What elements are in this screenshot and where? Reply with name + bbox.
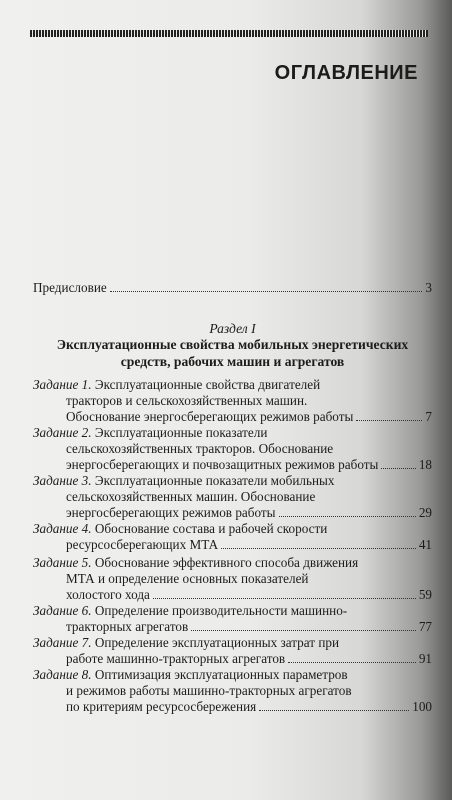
toc-entry-line [66, 504, 432, 521]
task-text: Обоснование энергосберегающих режимов работы [66, 409, 354, 424]
section-heading-line2: средств, рабочих машин и агрегатов [120, 354, 345, 369]
task-text: тракторных агрегатов [66, 619, 189, 634]
task-label: Задание 3. [33, 473, 92, 488]
toc-entry-task2 [33, 424, 432, 441]
task-text: энергосберегающих режимов работы [66, 505, 276, 520]
toc-entry-line [66, 536, 432, 553]
task-text: Обоснование состава и рабочей скорости [94, 521, 328, 536]
toc-entry-label: Предисловие [33, 280, 107, 295]
dot-leader [191, 630, 416, 631]
toc-entry-task5 [33, 554, 432, 571]
task-text: Эксплуатационные показатели [94, 425, 268, 440]
page-title: ОГЛАВЛЕНИЕ [274, 62, 418, 84]
task-text: Определение эксплуатационных затрат при [94, 635, 340, 650]
dot-leader [259, 710, 409, 711]
toc-entry-task7 [33, 634, 432, 651]
task-text: энергосберегающих и почвозащитных режимов работы [66, 457, 379, 472]
task-label: Задание 2. [33, 425, 92, 440]
toc-entry-task3 [33, 472, 432, 489]
dot-leader [279, 516, 416, 517]
toc-entry-task4 [33, 520, 432, 537]
dot-leader [221, 548, 416, 549]
toc-page-number: 59 [418, 587, 432, 602]
task-text: Обоснование эффективного способа движения [94, 555, 359, 570]
task-text: Определение производительности машинно- [94, 603, 348, 618]
section-label: Раздел I [209, 321, 256, 336]
dot-leader [356, 420, 422, 421]
dot-leader [110, 291, 423, 292]
task-label: Задание 1. [33, 377, 92, 392]
toc-page-number: 29 [418, 505, 432, 520]
task-label: Задание 5. [33, 555, 92, 570]
toc-entry-line [66, 618, 432, 635]
toc-entry-line: МТА и определение основных показателей [66, 571, 309, 586]
toc-page-number: 18 [418, 457, 432, 472]
task-text: Оптимизация эксплуатационных параметров [94, 667, 348, 682]
toc-entry-line [66, 698, 432, 715]
task-text: холостого хода [66, 587, 150, 602]
header-stripe [30, 30, 428, 37]
toc-entry-line [66, 408, 432, 425]
toc-entry-line: сельскохозяйственных тракторов. Обоснование [66, 441, 334, 456]
task-text: ресурсосберегающих МТА [66, 537, 219, 552]
toc-page-number: 7 [425, 409, 432, 424]
toc-page-number: 91 [418, 651, 432, 666]
toc-entry-task6 [33, 602, 432, 619]
dot-leader [153, 598, 416, 599]
toc-entry-line: сельскохозяйственных машин. Обоснование [66, 489, 316, 504]
toc-page-number: 41 [418, 537, 432, 552]
toc-entry-line [66, 456, 432, 473]
toc-entry-task1 [33, 376, 432, 393]
toc-entry-line [66, 586, 432, 603]
task-label: Задание 8. [33, 667, 92, 682]
task-label: Задание 7. [33, 635, 92, 650]
task-text: работе машинно-тракторных агрегатов [66, 651, 286, 666]
task-label: Задание 4. [33, 521, 92, 536]
toc-entry-preface [33, 279, 432, 296]
toc-entry-line: тракторов и сельскохозяйственных машин. [66, 393, 308, 408]
toc-entry-line [66, 650, 432, 667]
section-heading-line1: Эксплуатационные свойства мобильных энергетических [56, 337, 409, 352]
task-text: Эксплуатационные показатели мобильных [94, 473, 335, 488]
task-text: по критериям ресурсосбережения [66, 699, 257, 714]
toc-page-number: 77 [418, 619, 432, 634]
toc-entry-line: и режимов работы машинно-тракторных агрегатов [66, 683, 352, 698]
task-label: Задание 6. [33, 603, 92, 618]
dot-leader [381, 468, 415, 469]
toc-page-number: 100 [412, 699, 432, 714]
toc-page-number: 3 [425, 280, 432, 295]
toc-entry-task8 [33, 666, 432, 683]
task-text: Эксплуатационные свойства двигателей [94, 377, 321, 392]
dot-leader [288, 662, 416, 663]
